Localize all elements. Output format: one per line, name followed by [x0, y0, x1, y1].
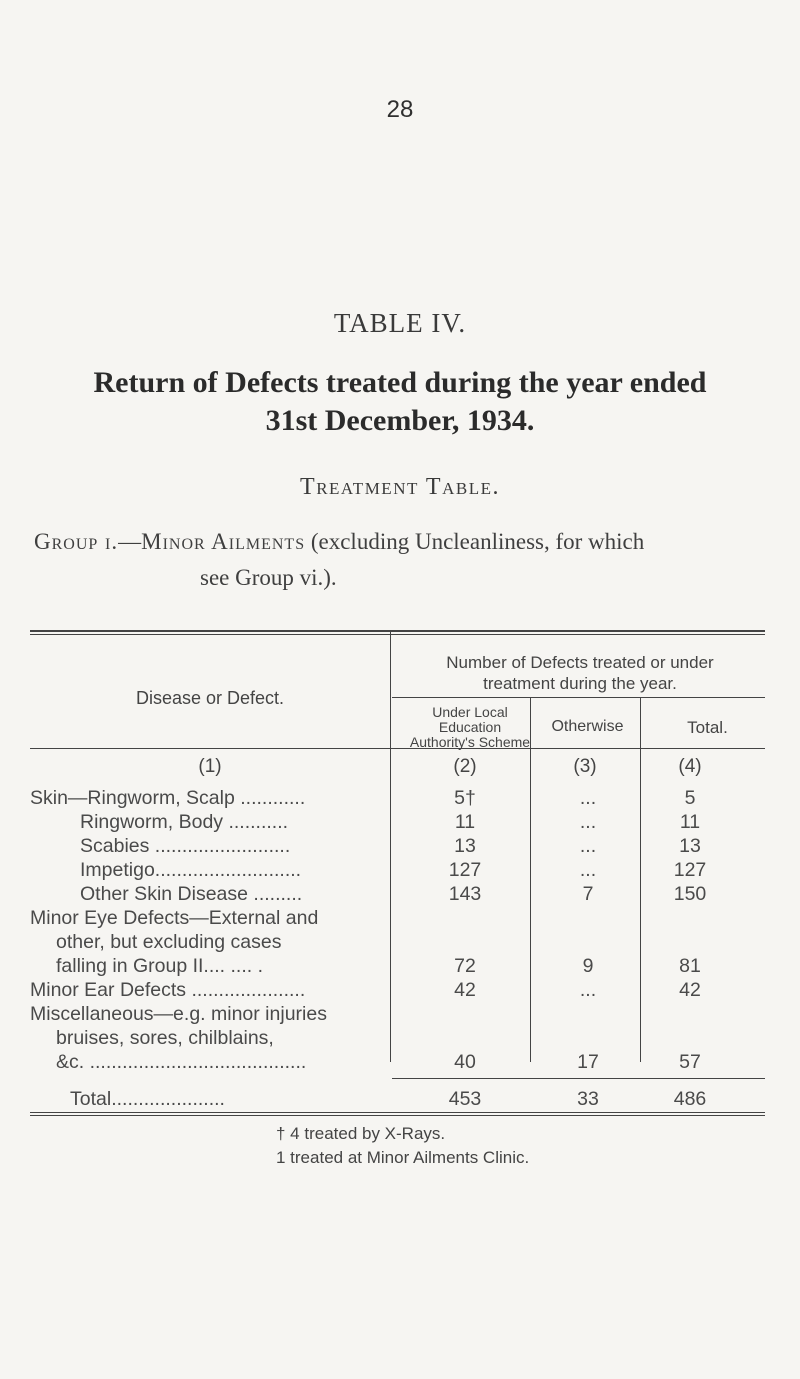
header-number-line-1: Number of Defects treated or under — [446, 653, 714, 672]
table-row — [0, 1003, 800, 1027]
cell-otherwise: ... — [579, 859, 597, 881]
cell-otherwise: ... — [579, 787, 597, 809]
cell-total: 11 — [679, 811, 701, 833]
cell-scheme: 127 — [448, 859, 482, 881]
total-top-rule — [392, 1078, 765, 1079]
column-number-2: (2) — [453, 756, 477, 777]
cell-otherwise: ... — [579, 811, 597, 833]
table-top-rule-thin — [30, 634, 765, 635]
column-number-3: (3) — [573, 756, 597, 777]
cell-otherwise: ... — [579, 835, 597, 857]
header-disease: Disease or Defect. — [135, 688, 285, 708]
row-label: Skin—Ringworm, Scalp ............ — [30, 787, 306, 809]
cell-total: 57 — [679, 1051, 701, 1073]
table-row — [0, 955, 800, 979]
cell-scheme: 40 — [454, 1051, 476, 1073]
header-col-otherwise: Otherwise — [551, 718, 624, 735]
footnote-xrays: † 4 treated by X-Rays. — [276, 1124, 446, 1143]
cell-scheme: 13 — [454, 835, 476, 857]
header-col-scheme-line-2: Education — [438, 719, 502, 735]
total-label: Total..................... — [70, 1088, 225, 1110]
table-row — [0, 787, 800, 811]
table-row — [0, 1027, 800, 1051]
page-number: 28 — [386, 96, 414, 123]
header-col-scheme — [395, 705, 545, 750]
group-heading-line-2: see Group vi.). — [200, 565, 337, 590]
table-row — [0, 835, 800, 859]
cell-otherwise: 17 — [577, 1051, 599, 1073]
cell-otherwise: ... — [579, 979, 597, 1001]
row-label: Miscellaneous—e.g. minor injuries — [30, 1003, 327, 1025]
cell-otherwise: 7 — [582, 883, 594, 905]
cell-total: 13 — [679, 835, 701, 857]
total-total: 486 — [673, 1088, 707, 1110]
row-label: Minor Eye Defects—External and — [30, 907, 319, 929]
table-row — [0, 811, 800, 835]
group-heading-line-1 — [34, 530, 774, 553]
total-scheme: 453 — [448, 1088, 482, 1110]
group-name: Minor Ailments — [141, 529, 306, 554]
table-label: TABLE IV. — [333, 308, 467, 338]
group-prefix: Group i. — [34, 529, 119, 554]
subheader-rule — [392, 697, 765, 698]
table-top-rule — [30, 630, 765, 632]
header-col-total: Total. — [687, 718, 728, 737]
footnote-clinic: 1 treated at Minor Ailments Clinic. — [276, 1148, 530, 1167]
header-col-scheme-line-1: Under Local — [432, 704, 508, 720]
total-row — [0, 1088, 800, 1112]
row-label: Scabies ......................... — [80, 835, 291, 857]
table-row — [0, 859, 800, 883]
cell-otherwise: 9 — [582, 955, 594, 977]
total-otherwise: 33 — [577, 1088, 599, 1110]
cell-scheme: 42 — [454, 979, 476, 1001]
header-col-scheme-line-3: Authority's Scheme — [409, 734, 531, 750]
group-dash: — — [118, 529, 142, 554]
row-label: bruises, sores, chilblains, — [56, 1027, 274, 1049]
title-line-1: Return of Defects treated during the year ended — [93, 366, 707, 399]
table-row — [0, 1051, 800, 1075]
table-row — [0, 907, 800, 931]
row-label: Minor Ear Defects ..................... — [30, 979, 306, 1001]
cell-total: 5 — [684, 787, 696, 809]
row-label: Impetigo........................... — [80, 859, 302, 881]
cell-scheme: 5† — [454, 787, 476, 809]
cell-total: 81 — [679, 955, 701, 977]
cell-scheme: 11 — [454, 811, 476, 833]
row-label: other, but excluding cases — [56, 931, 282, 953]
cell-scheme: 143 — [448, 883, 482, 905]
cell-total: 150 — [673, 883, 707, 905]
subtitle: Treatment Table. — [300, 474, 500, 500]
header-number — [395, 652, 765, 694]
title-line-2: 31st December, 1934. — [265, 404, 535, 437]
row-label: Other Skin Disease ......... — [80, 883, 303, 905]
group-rest: (excluding Uncleanliness, for which — [305, 529, 645, 554]
table-row — [0, 931, 800, 955]
header-number-line-2: treatment during the year. — [483, 674, 677, 693]
table-bottom-rule-b — [30, 1115, 765, 1116]
row-label: &c. ........................................ — [56, 1051, 307, 1073]
cell-scheme: 72 — [454, 955, 476, 977]
column-number-4: (4) — [678, 756, 702, 777]
column-number-1: (1) — [198, 756, 222, 777]
cell-total: 127 — [673, 859, 707, 881]
row-label: Ringworm, Body ........... — [80, 811, 289, 833]
cell-total: 42 — [679, 979, 701, 1001]
table-row — [0, 979, 800, 1003]
table-bottom-rule-a — [30, 1112, 765, 1113]
table-row — [0, 883, 800, 907]
row-label: falling in Group II.... .... . — [56, 955, 264, 977]
